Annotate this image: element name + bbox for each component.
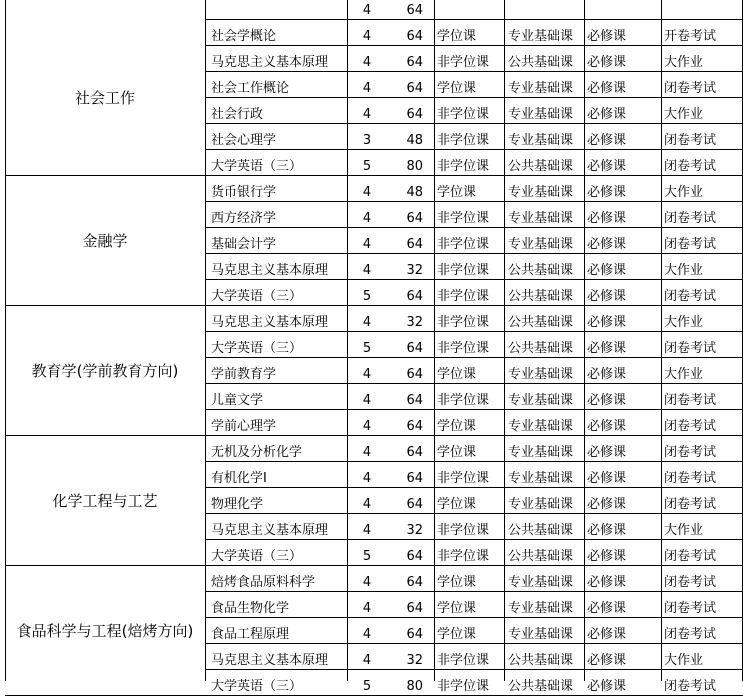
exam-method-cell	[661, 0, 743, 20]
degree-type-cell: 学位课	[434, 410, 504, 436]
hours-cell: 64	[372, 0, 434, 20]
requirement-cell: 必修课	[584, 46, 661, 72]
credit-cell: 4	[347, 514, 387, 540]
credit-cell: 4	[347, 462, 387, 488]
credit-cell: 4	[347, 644, 387, 670]
requirement-cell: 必修课	[584, 176, 661, 202]
course-category-cell: 专业基础课	[504, 124, 584, 150]
course-category-cell: 公共基础课	[504, 540, 584, 566]
table-row	[0, 20, 743, 46]
exam-method-cell: 闭卷考试	[661, 228, 743, 254]
table-row	[0, 202, 743, 228]
course-category-cell: 专业基础课	[504, 228, 584, 254]
course-category-cell: 专业基础课	[504, 384, 584, 410]
exam-method-cell: 闭卷考试	[661, 670, 743, 696]
requirement-cell: 必修课	[584, 618, 661, 644]
hours-cell: 80	[372, 670, 434, 696]
course-name-cell: 儿童文学	[205, 384, 360, 410]
course-category-cell: 公共基础课	[504, 254, 584, 280]
exam-method-cell: 大作业	[661, 46, 743, 72]
credit-cell: 5	[347, 280, 387, 306]
degree-type-cell: 非学位课	[434, 228, 504, 254]
credit-cell: 4	[347, 20, 387, 46]
course-name-cell: 大学英语（三）	[205, 280, 360, 306]
table-row	[0, 670, 743, 696]
requirement-cell: 必修课	[584, 592, 661, 618]
course-category-cell: 专业基础课	[504, 20, 584, 46]
course-category-cell: 专业基础课	[504, 592, 584, 618]
course-name-cell: 学前心理学	[205, 410, 360, 436]
requirement-cell: 必修课	[584, 358, 661, 384]
hours-cell: 80	[372, 150, 434, 176]
exam-method-cell: 闭卷考试	[661, 566, 743, 592]
major-name-cell: 化学工程与工艺	[5, 436, 205, 566]
course-name-cell: 货币银行学	[205, 176, 360, 202]
table-row	[0, 332, 743, 358]
course-category-cell: 专业基础课	[504, 462, 584, 488]
exam-method-cell: 大作业	[661, 306, 743, 332]
exam-method-cell: 闭卷考试	[661, 202, 743, 228]
hours-cell: 64	[372, 358, 434, 384]
table-row	[0, 98, 743, 124]
course-name-cell: 学前教育学	[205, 358, 360, 384]
degree-type-cell: 非学位课	[434, 384, 504, 410]
exam-method-cell: 闭卷考试	[661, 462, 743, 488]
exam-method-cell: 开卷考试	[661, 20, 743, 46]
degree-type-cell: 学位课	[434, 592, 504, 618]
course-category-cell: 公共基础课	[504, 332, 584, 358]
course-category-cell: 专业基础课	[504, 98, 584, 124]
exam-method-cell: 闭卷考试	[661, 410, 743, 436]
degree-type-cell: 学位课	[434, 436, 504, 462]
exam-method-cell: 闭卷考试	[661, 72, 743, 98]
requirement-cell: 必修课	[584, 98, 661, 124]
course-category-cell: 专业基础课	[504, 202, 584, 228]
requirement-cell: 必修课	[584, 202, 661, 228]
table-row	[0, 46, 743, 72]
column-divider	[661, 0, 662, 681]
exam-method-cell: 闭卷考试	[661, 592, 743, 618]
credit-cell: 4	[347, 228, 387, 254]
credit-cell: 4	[347, 358, 387, 384]
exam-method-cell: 闭卷考试	[661, 150, 743, 176]
hours-cell: 64	[372, 280, 434, 306]
table-row	[0, 228, 743, 254]
course-name-cell: 有机化学Ⅰ	[205, 462, 360, 488]
column-divider	[5, 0, 6, 681]
hours-cell: 64	[372, 540, 434, 566]
exam-method-cell: 闭卷考试	[661, 436, 743, 462]
exam-method-cell: 大作业	[661, 98, 743, 124]
requirement-cell: 必修课	[584, 72, 661, 98]
degree-type-cell: 非学位课	[434, 332, 504, 358]
table-row	[0, 254, 743, 280]
requirement-cell: 必修课	[584, 228, 661, 254]
column-divider	[347, 0, 348, 681]
table-row	[0, 488, 743, 514]
credit-cell: 4	[347, 592, 387, 618]
table-row	[0, 306, 743, 332]
credit-cell: 5	[347, 670, 387, 696]
requirement-cell: 必修课	[584, 488, 661, 514]
table-row	[0, 592, 743, 618]
credit-cell: 4	[347, 618, 387, 644]
table-row	[0, 566, 743, 592]
credit-cell: 4	[347, 488, 387, 514]
hours-cell: 64	[372, 462, 434, 488]
degree-type-cell: 非学位课	[434, 644, 504, 670]
exam-method-cell: 大作业	[661, 514, 743, 540]
hours-cell: 64	[372, 228, 434, 254]
course-name-cell: 大学英语（三）	[205, 332, 360, 358]
degree-type-cell: 学位课	[434, 176, 504, 202]
hours-cell: 32	[372, 254, 434, 280]
credit-cell: 5	[347, 332, 387, 358]
table-row	[0, 124, 743, 150]
credit-cell: 4	[347, 410, 387, 436]
table-row	[0, 644, 743, 670]
table-row	[0, 462, 743, 488]
degree-type-cell: 非学位课	[434, 98, 504, 124]
course-category-cell: 专业基础课	[504, 436, 584, 462]
course-category-cell: 公共基础课	[504, 644, 584, 670]
credit-cell: 4	[347, 306, 387, 332]
hours-cell: 64	[372, 488, 434, 514]
degree-type-cell: 非学位课	[434, 202, 504, 228]
course-name-cell: 马克思主义基本原理	[205, 644, 360, 670]
table-row	[0, 72, 743, 98]
requirement-cell: 必修课	[584, 306, 661, 332]
course-name-cell: 基础会计学	[205, 228, 360, 254]
hours-cell: 64	[372, 72, 434, 98]
degree-type-cell	[434, 0, 504, 20]
degree-type-cell: 学位课	[434, 618, 504, 644]
hours-cell: 64	[372, 332, 434, 358]
course-name-cell: 社会行政	[205, 98, 360, 124]
exam-method-cell: 闭卷考试	[661, 124, 743, 150]
hours-cell: 64	[372, 46, 434, 72]
hours-cell: 64	[372, 566, 434, 592]
course-category-cell: 专业基础课	[504, 72, 584, 98]
requirement-cell: 必修课	[584, 384, 661, 410]
credit-cell: 4	[347, 566, 387, 592]
requirement-cell: 必修课	[584, 20, 661, 46]
table-row	[0, 436, 743, 462]
credit-cell: 5	[347, 540, 387, 566]
requirement-cell: 必修课	[584, 540, 661, 566]
course-category-cell: 公共基础课	[504, 46, 584, 72]
major-name-cell: 金融学	[5, 176, 205, 306]
credit-cell: 5	[347, 150, 387, 176]
requirement-cell: 必修课	[584, 124, 661, 150]
table-row	[0, 176, 743, 202]
requirement-cell: 必修课	[584, 410, 661, 436]
table-row	[0, 618, 743, 644]
credit-cell: 4	[347, 384, 387, 410]
degree-type-cell: 学位课	[434, 566, 504, 592]
course-name-cell: 西方经济学	[205, 202, 360, 228]
requirement-cell: 必修课	[584, 150, 661, 176]
course-name-cell: 大学英语（三）	[205, 540, 360, 566]
course-name-cell: 大学英语（三）	[205, 670, 360, 696]
exam-method-cell: 大作业	[661, 176, 743, 202]
major-name-cell: 社会工作	[5, 20, 205, 176]
requirement-cell: 必修课	[584, 644, 661, 670]
exam-method-cell: 闭卷考试	[661, 280, 743, 306]
course-name-cell: 社会心理学	[205, 124, 360, 150]
hours-cell: 64	[372, 618, 434, 644]
course-name-cell: 马克思主义基本原理	[205, 254, 360, 280]
course-name-cell: 社会工作概论	[205, 72, 360, 98]
hours-cell: 64	[372, 98, 434, 124]
exam-method-cell: 闭卷考试	[661, 488, 743, 514]
degree-type-cell: 学位课	[434, 72, 504, 98]
credit-cell: 4	[347, 46, 387, 72]
exam-method-cell: 大作业	[661, 254, 743, 280]
course-category-cell: 专业基础课	[504, 176, 584, 202]
course-category-cell: 专业基础课	[504, 618, 584, 644]
course-category-cell: 专业基础课	[504, 410, 584, 436]
course-name-cell	[205, 0, 360, 20]
table-row	[0, 384, 743, 410]
degree-type-cell: 非学位课	[434, 306, 504, 332]
requirement-cell: 必修课	[584, 332, 661, 358]
course-name-cell: 马克思主义基本原理	[205, 46, 360, 72]
course-category-cell: 公共基础课	[504, 306, 584, 332]
course-name-cell: 社会学概论	[205, 20, 360, 46]
course-name-cell: 马克思主义基本原理	[205, 514, 360, 540]
credit-cell: 4	[347, 254, 387, 280]
credit-cell: 3	[347, 124, 387, 150]
requirement-cell: 必修课	[584, 280, 661, 306]
column-divider	[584, 0, 585, 681]
course-name-cell: 焙烤食品原料科学	[205, 566, 360, 592]
credit-cell: 4	[347, 176, 387, 202]
column-divider	[205, 0, 206, 681]
requirement-cell: 必修课	[584, 566, 661, 592]
requirement-cell	[584, 0, 661, 20]
exam-method-cell: 闭卷考试	[661, 332, 743, 358]
degree-type-cell: 非学位课	[434, 462, 504, 488]
degree-type-cell: 非学位课	[434, 280, 504, 306]
course-category-cell: 公共基础课	[504, 150, 584, 176]
course-name-cell: 食品工程原理	[205, 618, 360, 644]
column-divider	[504, 0, 505, 681]
course-category-cell	[504, 0, 584, 20]
exam-method-cell: 闭卷考试	[661, 618, 743, 644]
hours-cell: 32	[372, 514, 434, 540]
credit-cell: 4	[347, 98, 387, 124]
course-name-cell: 食品生物化学	[205, 592, 360, 618]
requirement-cell: 必修课	[584, 436, 661, 462]
credit-cell: 4	[347, 202, 387, 228]
degree-type-cell: 非学位课	[434, 670, 504, 696]
degree-type-cell: 学位课	[434, 488, 504, 514]
course-category-cell: 专业基础课	[504, 358, 584, 384]
degree-type-cell: 非学位课	[434, 540, 504, 566]
hours-cell: 64	[372, 20, 434, 46]
course-category-cell: 公共基础课	[504, 670, 584, 696]
credit-cell: 4	[347, 0, 387, 20]
degree-type-cell: 学位课	[434, 358, 504, 384]
degree-type-cell: 非学位课	[434, 514, 504, 540]
degree-type-cell: 学位课	[434, 20, 504, 46]
credit-cell: 4	[347, 72, 387, 98]
column-divider	[434, 0, 435, 681]
course-name-cell: 物理化学	[205, 488, 360, 514]
major-name-cell: 食品科学与工程(焙烤方向)	[5, 566, 205, 696]
table-row	[0, 540, 743, 566]
course-name-cell: 无机及分析化学	[205, 436, 360, 462]
hours-cell: 48	[372, 124, 434, 150]
course-category-cell: 专业基础课	[504, 488, 584, 514]
degree-type-cell: 非学位课	[434, 124, 504, 150]
hours-cell: 64	[372, 202, 434, 228]
requirement-cell: 必修课	[584, 670, 661, 696]
hours-cell: 64	[372, 384, 434, 410]
partial-table-row	[0, 0, 743, 20]
requirement-cell: 必修课	[584, 514, 661, 540]
hours-cell: 32	[372, 644, 434, 670]
course-category-cell: 公共基础课	[504, 280, 584, 306]
hours-cell: 32	[372, 306, 434, 332]
degree-type-cell: 非学位课	[434, 46, 504, 72]
table-row	[0, 280, 743, 306]
course-category-cell: 公共基础课	[504, 514, 584, 540]
major-name-cell: 教育学(学前教育方向)	[5, 306, 205, 436]
requirement-cell: 必修课	[584, 254, 661, 280]
hours-cell: 64	[372, 410, 434, 436]
exam-method-cell: 大作业	[661, 644, 743, 670]
table-row	[0, 410, 743, 436]
exam-method-cell: 闭卷考试	[661, 540, 743, 566]
requirement-cell: 必修课	[584, 462, 661, 488]
exam-method-cell: 大作业	[661, 358, 743, 384]
credit-cell: 4	[347, 436, 387, 462]
course-name-cell: 马克思主义基本原理	[205, 306, 360, 332]
hours-cell: 64	[372, 436, 434, 462]
table-row	[0, 150, 743, 176]
table-row	[0, 514, 743, 540]
hours-cell: 64	[372, 592, 434, 618]
exam-method-cell: 闭卷考试	[661, 384, 743, 410]
degree-type-cell: 非学位课	[434, 254, 504, 280]
course-category-cell: 专业基础课	[504, 566, 584, 592]
hours-cell: 48	[372, 176, 434, 202]
course-name-cell: 大学英语（三）	[205, 150, 360, 176]
table-row	[0, 358, 743, 384]
degree-type-cell: 非学位课	[434, 150, 504, 176]
